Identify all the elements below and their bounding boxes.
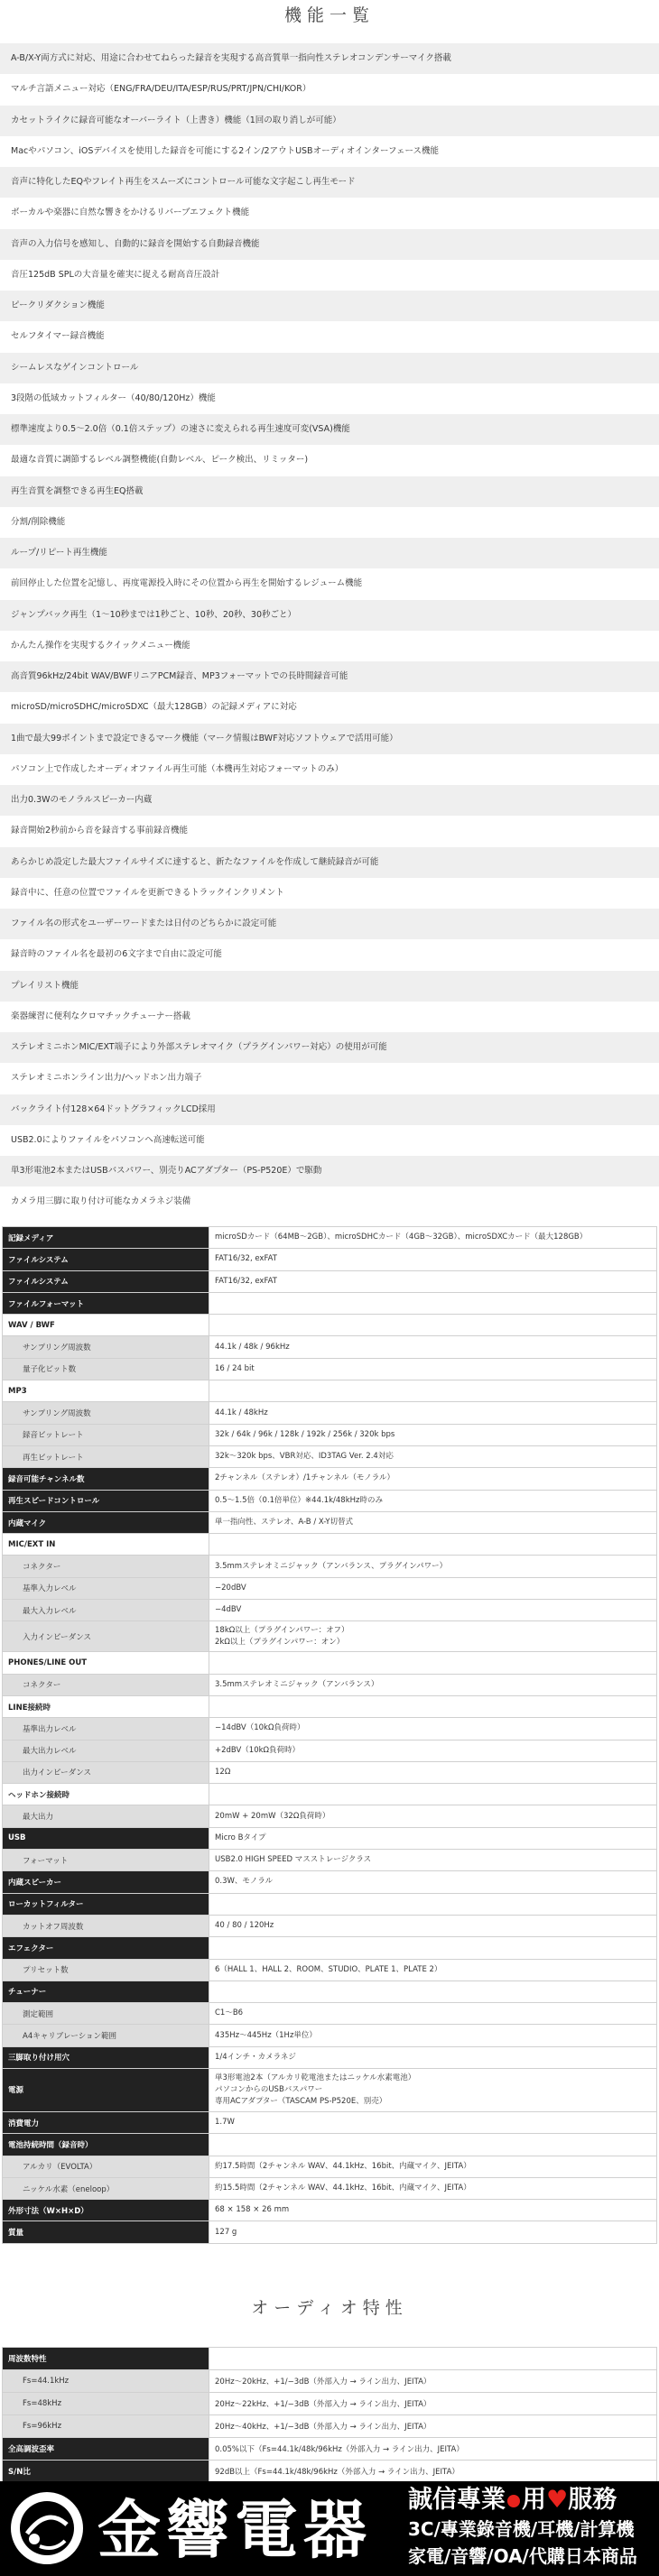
spec-row	[3, 1511, 657, 1533]
audio-value	[209, 2348, 657, 2370]
brand-logo-icon	[7, 2488, 87, 2568]
audio-key: S/N比	[3, 2461, 209, 2483]
spec-value: 44.1k / 48kHz	[209, 1402, 657, 1424]
spec-key: 三脚取り付け用穴	[3, 2046, 209, 2068]
audio-value: 92dB以上（Fs=44.1k/48k/96kHz（外部入力 → ライン出力、JEITA）	[209, 2461, 657, 2483]
spec-value: 435Hz〜445Hz（1Hz単位）	[209, 2025, 657, 2046]
feature-item: シームレスなゲインコントロール	[0, 353, 659, 383]
feature-item: A-B/X-Y両方式に対応、用途に合わせてねらった録音を実現する高音質単一指向性ステレオコンデンサーマイク搭載	[0, 43, 659, 74]
spec-row	[3, 1621, 657, 1652]
spec-value: 6（HALL 1、HALL 2、ROOM、STUDIO、PLATE 1、PLATE 2）	[209, 1959, 657, 1980]
audio-row	[3, 2370, 657, 2393]
spec-row	[3, 1893, 657, 1915]
spec-key: 電源	[3, 2068, 209, 2111]
spec-row	[3, 1534, 657, 1556]
spec-key: 録音ビットレート	[3, 1424, 209, 1445]
slogan-line-3: 家電/音響/OA/代購日本商品	[408, 2545, 637, 2567]
spec-key: 最大出力	[3, 1805, 209, 1827]
feature-item: パソコン上で作成したオーディオファイル再生可能（本機再生対応フォーマットのみ）	[0, 754, 659, 785]
spec-value: 単3形電池2本（アルカリ乾電池またはニッケル水素電池） パソコンからのUSBバスパワー 専用ACアダプター（TASCAM PS-P520E、別売）	[209, 2068, 657, 2111]
spec-row	[3, 1718, 657, 1740]
features-list	[0, 43, 659, 1218]
spec-key: プリセット数	[3, 1959, 209, 1980]
spec-key: 再生ビットレート	[3, 1445, 209, 1467]
spec-row	[3, 1336, 657, 1358]
spec-key: 外形寸法（W×H×D）	[3, 2200, 209, 2221]
feature-item: セルフタイマー録音機能	[0, 321, 659, 352]
spec-row	[3, 1402, 657, 1424]
slogan-part-b: 用	[522, 2486, 546, 2514]
feature-item: 音声に特化したEQやフレイト再生をスムーズにコントロール可能な文字起こし再生モード	[0, 167, 659, 198]
spec-value	[209, 1980, 657, 2002]
spec-value: −20dBV	[209, 1577, 657, 1599]
spec-row	[3, 2025, 657, 2046]
spec-row	[3, 1652, 657, 1674]
audio-title: オーディオ特性	[251, 2298, 408, 2318]
audio-key: Fs=44.1kHz	[3, 2370, 209, 2393]
spec-key: USB	[3, 1827, 209, 1849]
spec-value: Micro Bタイプ	[209, 1827, 657, 1849]
spec-key: 入力インピーダンス	[3, 1621, 209, 1652]
feature-item: プレイリスト機能	[0, 971, 659, 1002]
spec-key: 記録メディア	[3, 1227, 209, 1249]
feature-item: ステレオミニホンライン出力/ヘッドホン出力端子	[0, 1063, 659, 1094]
feature-item: ステレオミニホンMIC/EXT端子により外部ステレオマイク（プラグインパワー対応）の使用が可能	[0, 1032, 659, 1063]
spec-value: USB2.0 HIGH SPEED マスストレージクラス	[209, 1850, 657, 1871]
spec-row	[3, 1600, 657, 1621]
spec-value: −14dBV（10kΩ負荷時）	[209, 1718, 657, 1740]
spec-value: 0.5〜1.5倍（0.1倍単位）※44.1k/48kHz時のみ	[209, 1490, 657, 1511]
spec-value: FAT16/32, exFAT	[209, 1270, 657, 1292]
feature-item: microSD/microSDHC/microSDXC（最大128GB）の記録メディアに対応	[0, 692, 659, 723]
spec-row	[3, 1959, 657, 1980]
spec-value: 68 × 158 × 26 mm	[209, 2200, 657, 2221]
spec-row	[3, 1556, 657, 1577]
spec-value	[209, 1893, 657, 1915]
feature-item: ファイル名の形式をユーザーワードまたは日付のどちらかに設定可能	[0, 909, 659, 939]
feature-item: 音圧125dB SPLの大音量を確実に捉える耐高音圧設計	[0, 260, 659, 291]
spec-key: 内蔵スピーカー	[3, 1871, 209, 1893]
spec-key: 最大出力レベル	[3, 1740, 209, 1761]
spec-value: 32k / 64k / 96k / 128k / 192k / 256k / 320k bps	[209, 1424, 657, 1445]
feature-item: 標準速度より0.5〜2.0倍（0.1倍ステップ）の速さに変えられる再生速度可変(VSA)機能	[0, 414, 659, 445]
spec-value	[209, 1695, 657, 1717]
spec-value: 16 / 24 bit	[209, 1358, 657, 1380]
spec-value: 単一指向性、ステレオ、A-B / X-Y切替式	[209, 1511, 657, 1533]
spec-row	[3, 2068, 657, 2111]
spec-value: 44.1k / 48k / 96kHz	[209, 1336, 657, 1358]
audio-key: Fs=96kHz	[3, 2415, 209, 2438]
spec-row	[3, 1249, 657, 1270]
spec-row	[3, 1915, 657, 1936]
spec-row	[3, 1270, 657, 1292]
red-dot-icon	[507, 2495, 520, 2507]
spec-key: エフェクター	[3, 1937, 209, 1959]
feature-item: Macやパソコン、iOSデバイスを使用した録音を可能にする2イン/2アウトUSBオーディオインターフェース機能	[0, 136, 659, 167]
spec-value: FAT16/32, exFAT	[209, 1249, 657, 1270]
feature-item: ピークリダクション機能	[0, 291, 659, 321]
spec-row	[3, 1850, 657, 1871]
audio-row	[3, 2393, 657, 2415]
shop-banner	[0, 2481, 659, 2576]
spec-key: サンプリング周波数	[3, 1402, 209, 1424]
spec-key: 量子化ビット数	[3, 1358, 209, 1380]
spec-row	[3, 1445, 657, 1467]
slogan-part-a: 誠信專業	[408, 2486, 506, 2514]
audio-value: 20Hz〜22kHz、+1/−3dB（外部入力 → ライン出力、JEITA）	[209, 2393, 657, 2415]
audio-key: Fs=48kHz	[3, 2393, 209, 2415]
feature-item: USB2.0によりファイルをパソコンへ高速転送可能	[0, 1125, 659, 1156]
spec-value	[209, 1315, 657, 1336]
audio-row	[3, 2461, 657, 2483]
spec-value: −4dBV	[209, 1600, 657, 1621]
spec-key: WAV / BWF	[3, 1315, 209, 1336]
spec-row	[3, 1490, 657, 1511]
spec-key: 測定範囲	[3, 2003, 209, 2025]
spec-key: コネクター	[3, 1556, 209, 1577]
spec-key: ローカットフィルター	[3, 1893, 209, 1915]
feature-item: 高音質96kHz/24bit WAV/BWFリニアPCM録音、MP3フォーマットでの長時間録音可能	[0, 661, 659, 692]
features-title: 機能一覧	[283, 5, 375, 25]
feature-item: 単3形電池2本またはUSBバスパワー、別売りACアダプター（PS-P520E）で駆動	[0, 1156, 659, 1186]
spec-row	[3, 1577, 657, 1599]
spec-key: 最大入力レベル	[3, 1600, 209, 1621]
spec-value: 127 g	[209, 2221, 657, 2243]
feature-item: 録音中に、任意の位置でファイルを更新できるトラックインクリメント	[0, 878, 659, 909]
spec-key: ニッケル水素（eneloop）	[3, 2177, 209, 2199]
spec-row	[3, 2111, 657, 2133]
spec-key: 質量	[3, 2221, 209, 2243]
spec-key: 消費電力	[3, 2111, 209, 2133]
spec-row	[3, 1358, 657, 1380]
feature-item: 最適な音質に調節するレベル調整機能(自動レベル、ピーク検出、リミッター)	[0, 445, 659, 475]
spec-row	[3, 1227, 657, 1249]
spec-value: 1.7W	[209, 2111, 657, 2133]
audio-value: 20Hz〜20kHz、+1/−3dB（外部入力 → ライン出力、JEITA）	[209, 2370, 657, 2393]
brand-name: 金響電器	[97, 2493, 372, 2567]
audio-table	[2, 2347, 657, 2483]
feature-item: マルチ言語メニュー対応（ENG/FRA/DEU/ITA/ESP/RUS/PRT/JPN/CHI/KOR）	[0, 74, 659, 105]
spec-key: サンプリング周波数	[3, 1336, 209, 1358]
spec-key: ヘッドホン接続時	[3, 1784, 209, 1805]
spec-value: 3.5mmステレオミニジャック（アンバランス、プラグインパワー）	[209, 1556, 657, 1577]
spec-key: MP3	[3, 1380, 209, 1402]
spec-row	[3, 2156, 657, 2177]
spec-row	[3, 1871, 657, 1893]
heart-icon: ♥	[546, 2486, 569, 2514]
spec-value	[209, 1937, 657, 1959]
feature-item: ボーカルや楽器に自然な響きをかけるリバーブエフェクト機能	[0, 198, 659, 228]
spec-key: ファイルシステム	[3, 1270, 209, 1292]
spec-value: 約17.5時間（2チャンネル WAV、44.1kHz、16bit、内蔵マイク、JEITA）	[209, 2156, 657, 2177]
spec-row	[3, 1315, 657, 1336]
feature-item: あらかじめ設定した最大ファイルサイズに達すると、新たなファイルを作成して継続録音が可能	[0, 847, 659, 878]
spec-row	[3, 1740, 657, 1761]
spec-key: ファイルシステム	[3, 1249, 209, 1270]
feature-item: かんたん操作を実現するクイックメニュー機能	[0, 631, 659, 661]
feature-item: 出力0.3Wのモノラルスピーカー内蔵	[0, 785, 659, 816]
slogan-line-2: 3C/專業錄音機/耳機/計算機	[408, 2518, 635, 2540]
feature-item: 3段階の低域カットフィルター（40/80/120Hz）機能	[0, 383, 659, 414]
spec-row	[3, 1805, 657, 1827]
audio-row	[3, 2348, 657, 2370]
spec-key: 再生スピードコントロール	[3, 1490, 209, 1511]
spec-value: C1〜B6	[209, 2003, 657, 2025]
spec-row	[3, 1937, 657, 1959]
spec-key: 出力インピーダンス	[3, 1761, 209, 1783]
feature-item: バックライト付128×64ドットグラフィックLCD採用	[0, 1094, 659, 1125]
feature-item: 音声の入力信号を感知し、自動的に録音を開始する自動録音機能	[0, 229, 659, 260]
spec-key: 基準出力レベル	[3, 1718, 209, 1740]
spec-row	[3, 2134, 657, 2156]
slogan-part-c: 服務	[568, 2486, 617, 2514]
spec-table	[2, 1226, 657, 2244]
spec-row	[3, 1468, 657, 1490]
spec-value: 約15.5時間（2チャンネル WAV、44.1kHz、16bit、内蔵マイク、JEITA）	[209, 2177, 657, 2199]
spec-value	[209, 1380, 657, 1402]
spec-row	[3, 1695, 657, 1717]
spec-value: 3.5mmステレオミニジャック（アンバランス）	[209, 1674, 657, 1695]
audio-key: 周波数特性	[3, 2348, 209, 2370]
spec-row	[3, 1980, 657, 2002]
spec-value: 20mW + 20mW（32Ω負荷時）	[209, 1805, 657, 1827]
spec-key: チューナー	[3, 1980, 209, 2002]
feature-item: 録音開始2秒前から音を録音する事前録音機能	[0, 816, 659, 846]
spec-value: 32k〜320k bps、VBR対応、ID3TAG Ver. 2.4対応	[209, 1445, 657, 1467]
feature-item: ジャンプバック再生（1〜10秒までは1秒ごと、10秒、20秒、30秒ごと）	[0, 600, 659, 631]
spec-row	[3, 2221, 657, 2243]
slogan-line-1	[408, 2485, 656, 2516]
spec-key: MIC/EXT IN	[3, 1534, 209, 1556]
spec-key: A4キャリブレーション範囲	[3, 2025, 209, 2046]
spec-row	[3, 1784, 657, 1805]
spec-row	[3, 2003, 657, 2025]
spec-key: LINE接続時	[3, 1695, 209, 1717]
spec-value: 18kΩ以上（プラグインパワー：オフ） 2kΩ以上（プラグインパワー：オン）	[209, 1621, 657, 1652]
spec-row	[3, 2200, 657, 2221]
spec-key: PHONES/LINE OUT	[3, 1652, 209, 1674]
spec-value: 40 / 80 / 120Hz	[209, 1915, 657, 1936]
feature-item: 前回停止した位置を記憶し、再度電源投入時にその位置から再生を開始するレジューム機能	[0, 568, 659, 599]
audio-value: 0.05%以下（Fs=44.1k/48k/96kHz（外部入力 → ライン出力、JEITA）	[209, 2438, 657, 2461]
feature-item: 1曲で最大99ポイントまで設定できるマーク機能（マーク情報はBWF対応ソフトウェアで活用可能）	[0, 724, 659, 754]
spec-value: 2チャンネル（ステレオ）/1チャンネル（モノラル）	[209, 1468, 657, 1490]
spec-key: カットオフ周波数	[3, 1915, 209, 1936]
feature-item: ループ/リピート再生機能	[0, 538, 659, 568]
spec-key: アルカリ（EVOLTA）	[3, 2156, 209, 2177]
spec-row	[3, 1424, 657, 1445]
feature-item: 録音時のファイル名を最初の6文字まで自由に設定可能	[0, 939, 659, 970]
spec-key: ファイルフォーマット	[3, 1292, 209, 1314]
spec-value: 0.3W、モノラル	[209, 1871, 657, 1893]
spec-row	[3, 1761, 657, 1783]
spec-key: 録音可能チャンネル数	[3, 1468, 209, 1490]
spec-value: 12Ω	[209, 1761, 657, 1783]
feature-item: 楽器練習に便利なクロマチックチューナー搭載	[0, 1002, 659, 1032]
spec-row	[3, 1292, 657, 1314]
spec-key: 電池持続時間（録音時）	[3, 2134, 209, 2156]
spec-value: microSDカード（64MB〜2GB）、microSDHCカード（4GB〜32GB）、microSDXCカード（最大128GB）	[209, 1227, 657, 1249]
spec-value	[209, 1534, 657, 1556]
spec-row	[3, 1827, 657, 1849]
spec-value: 1/4インチ・カメラネジ	[209, 2046, 657, 2068]
spec-value: +2dBV（10kΩ負荷時）	[209, 1740, 657, 1761]
audio-key: 全高調波歪率	[3, 2438, 209, 2461]
slogan	[408, 2485, 656, 2570]
spec-row	[3, 1674, 657, 1695]
feature-item: 分割/削除機能	[0, 507, 659, 538]
feature-item: カセットライクに録音可能なオーバーライト（上書き）機能（1回の取り消しが可能）	[0, 106, 659, 136]
spec-row	[3, 2046, 657, 2068]
spec-value	[209, 1292, 657, 1314]
audio-value: 20Hz〜40kHz、+1/−3dB（外部入力 → ライン出力、JEITA）	[209, 2415, 657, 2438]
spec-value	[209, 1652, 657, 1674]
audio-row	[3, 2415, 657, 2438]
spec-row	[3, 2177, 657, 2199]
spec-row	[3, 1380, 657, 1402]
spec-key: 内蔵マイク	[3, 1511, 209, 1533]
feature-item: カメラ用三脚に取り付け可能なカメラネジ装備	[0, 1186, 659, 1217]
spec-key: フォーマット	[3, 1850, 209, 1871]
feature-item: 再生音質を調整できる再生EQ搭載	[0, 476, 659, 507]
spec-value	[209, 2134, 657, 2156]
spec-key: コネクター	[3, 1674, 209, 1695]
spec-value	[209, 1784, 657, 1805]
audio-row	[3, 2438, 657, 2461]
spec-key: 基準入力レベル	[3, 1577, 209, 1599]
